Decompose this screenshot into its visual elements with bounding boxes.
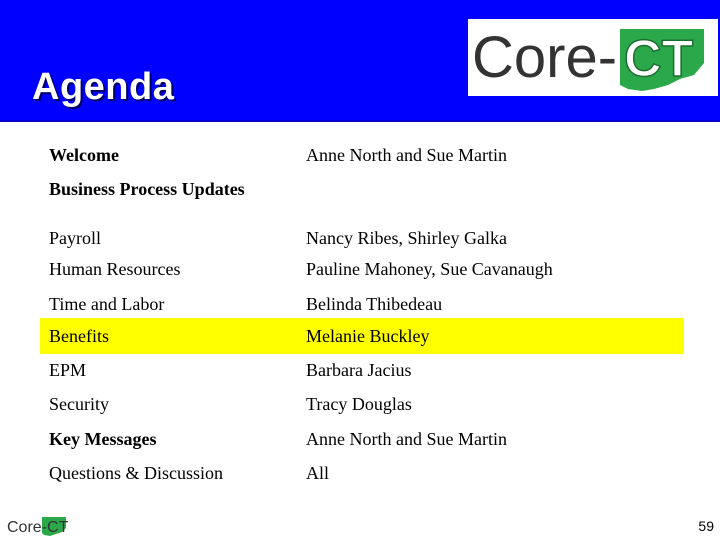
agenda-row-welcome <box>40 140 684 170</box>
agenda-row <box>40 223 684 253</box>
agenda-presenter: All <box>306 463 330 483</box>
agenda-row <box>40 458 684 488</box>
agenda-row-highlighted <box>40 318 684 354</box>
agenda-presenter: Anne North and Sue Martin <box>306 145 507 165</box>
footer-logo-text: Core-CT <box>7 519 68 536</box>
agenda-row <box>40 254 684 284</box>
logo-text-core: Core- <box>472 25 618 90</box>
agenda-topic: Security <box>49 394 109 414</box>
agenda-topic: Key Messages <box>49 429 157 449</box>
footer-logo <box>6 514 68 538</box>
agenda-row <box>40 355 684 385</box>
banner-divider <box>0 120 720 122</box>
agenda-topic: Time and Labor <box>49 294 165 314</box>
section-heading: Business Process Updates <box>49 179 245 199</box>
agenda-topic: Payroll <box>49 228 101 248</box>
core-ct-logo <box>468 19 718 96</box>
agenda-topic: EPM <box>49 360 87 380</box>
agenda-row <box>40 389 684 419</box>
agenda-presenter: Barbara Jacius <box>306 360 412 380</box>
agenda-presenter: Anne North and Sue Martin <box>306 429 507 449</box>
page-number: 59 <box>698 518 714 534</box>
agenda-presenter: Nancy Ribes, Shirley Galka <box>306 228 507 248</box>
agenda-topic: Questions & Discussion <box>49 463 224 483</box>
agenda-presenter: Belinda Thibedeau <box>306 294 443 314</box>
agenda-presenter: Pauline Mahoney, Sue Cavanaugh <box>306 259 553 279</box>
agenda-row <box>40 289 684 319</box>
logo-text-ct: CT <box>624 30 694 88</box>
agenda-topic: Welcome <box>49 145 119 165</box>
page-title: Agenda <box>32 66 175 108</box>
agenda-presenter: Melanie Buckley <box>306 326 430 346</box>
core-ct-logo-graphic <box>468 19 718 96</box>
agenda-topic: Benefits <box>49 326 109 346</box>
section-heading-row <box>40 174 684 204</box>
agenda-row <box>40 424 684 454</box>
agenda-topic: Human Resources <box>49 259 181 279</box>
agenda-presenter: Tracy Douglas <box>306 394 412 414</box>
